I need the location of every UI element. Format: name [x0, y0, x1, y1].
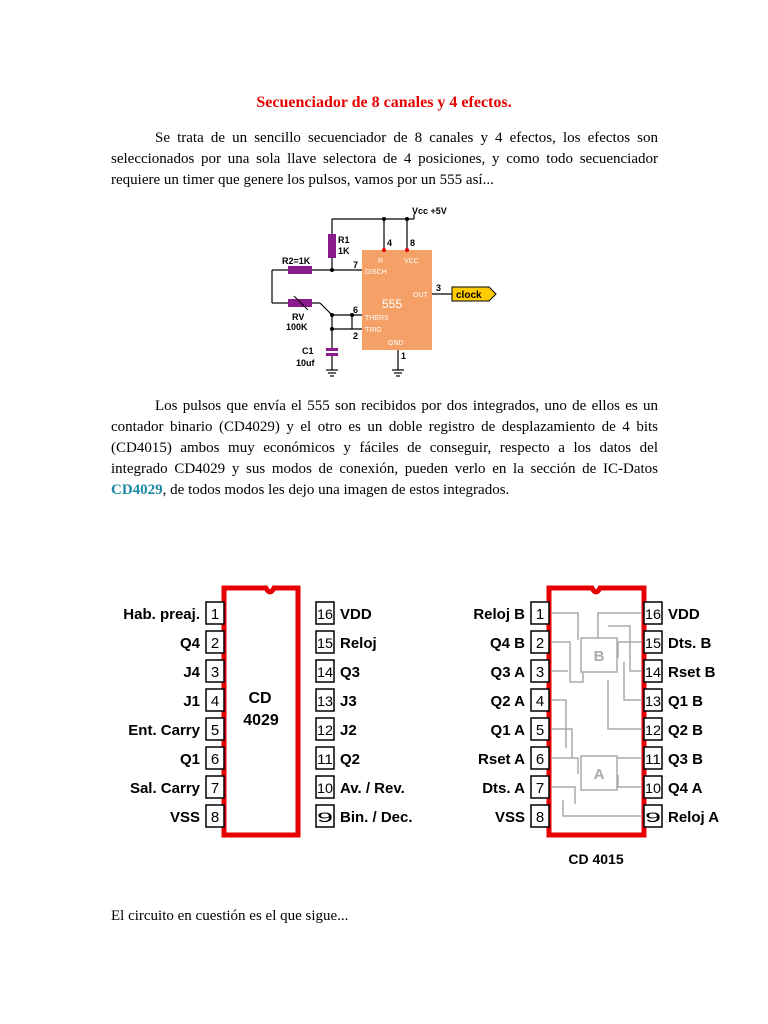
svg-text:555: 555 — [382, 297, 403, 311]
cd4029-pin-number: 6 — [210, 751, 220, 768]
cd4029-pin-label: VSS — [169, 809, 200, 826]
cd4015-pin-number: 12 — [645, 722, 662, 738]
cd4015-pin-label: Rset A — [478, 751, 525, 768]
r1-resistor — [328, 234, 336, 258]
cd4029-pin-number: 11 — [317, 751, 334, 767]
svg-text:R: R — [378, 258, 384, 265]
cd4015-pin-number: 16 — [645, 606, 662, 622]
cd4029-pin-number: 12 — [317, 722, 334, 738]
cd4015-pin-number: 5 — [535, 722, 545, 739]
svg-text:Vcc +5V: Vcc +5V — [412, 206, 447, 216]
cd4015-pin-label: Reloj A — [668, 809, 720, 826]
cd4015-pin-label: VDD — [668, 606, 700, 623]
svg-text:3: 3 — [436, 283, 442, 293]
cd4029-pin-number: 10 — [317, 780, 334, 796]
cd4015-pin-label: Q2 A — [490, 693, 525, 710]
cd4015-pin-label: Dts. B — [668, 635, 712, 652]
cd4029-pin-label: Q2 — [340, 751, 361, 768]
closing-paragraph: El circuito en cuestión es el que sigue... — [111, 908, 349, 924]
cd4029-pin-label: Sal. Carry — [129, 780, 200, 797]
cd4015-pin-number: 13 — [645, 693, 662, 709]
svg-text:A: A — [593, 766, 605, 783]
svg-text:6: 6 — [353, 305, 359, 315]
svg-text:B: B — [593, 648, 605, 665]
svg-text:2: 2 — [353, 331, 359, 341]
cd4029-pin-label: J1 — [183, 693, 200, 710]
cd4029-pin-label: Q4 — [179, 635, 200, 652]
cd4029-pin-number: 5 — [210, 722, 220, 739]
svg-text:CD: CD — [248, 690, 272, 707]
svg-text:10uf: 10uf — [296, 358, 315, 368]
cd4029-pin-number: 3 — [210, 664, 220, 681]
svg-text:OUT: OUT — [413, 292, 428, 299]
svg-text:DISCH: DISCH — [365, 269, 387, 276]
cd4029-pin-number: 1 — [210, 606, 220, 623]
cd4015-pin-number: 7 — [535, 780, 545, 797]
cd4029-pin-label: Reloj — [340, 635, 377, 652]
cd4015-pin-label: Q3 A — [490, 664, 525, 681]
cd4029-pin-label: Q1 — [179, 751, 200, 768]
cd4029-pin-label: Av. / Rev. — [340, 780, 405, 797]
cd4015-caption: CD 4015 — [568, 851, 624, 867]
cd4015-pin-label: VSS — [494, 809, 525, 826]
cd4029-pin-number: 15 — [317, 635, 334, 651]
intro-paragraph — [111, 128, 658, 191]
cd4015-pin-number: 6 — [535, 751, 545, 768]
cd4029-pin-number: 14 — [317, 664, 334, 680]
r2-resistor — [288, 266, 312, 274]
cd4029-pin-label: Bin. / Dec. — [340, 809, 413, 826]
svg-text:GND: GND — [388, 340, 404, 347]
cd4029-pin-number: 8 — [210, 809, 220, 826]
cd4015-pin-label: Q1 A — [490, 722, 525, 739]
cd4029-pin-label: J4 — [183, 664, 200, 681]
cd4015-pin-label: Dts. A — [482, 780, 525, 797]
cd4015-pin-number: 10 — [645, 780, 662, 796]
svg-text:4: 4 — [387, 238, 393, 248]
cd4029-pin-label: J3 — [340, 693, 357, 710]
svg-text:R2=1K: R2=1K — [282, 256, 311, 266]
svg-text:R1: R1 — [338, 235, 350, 245]
cd4029-pin-number: 2 — [210, 635, 220, 652]
svg-text:THERS: THERS — [365, 315, 389, 322]
cd4015-pin-number: 14 — [645, 664, 662, 680]
description-paragraph: Los pulsos que envía el 555 son recibidos por dos integrados, uno de ellos es un contador binario (CD4029) y el otro es un doble registro de desplazamiento de 4 bits (CD4015) ambos muy económicos y fáciles de conseguir, respecto a los datos del integrado CD4029 y sus modos de conexión, pueden verlo en la sección de IC-Datos CD4029, de todos modos les dejo una imagen de estos integrados. — [111, 398, 658, 498]
cd4015-pin-number: 4 — [535, 693, 545, 710]
rv-potentiometer — [288, 299, 312, 307]
cd4015-pin-label: Q4 B — [489, 635, 525, 652]
cd4015-pin-label: Q2 B — [668, 722, 704, 739]
cd4015-body — [549, 588, 644, 835]
svg-text:clock: clock — [456, 290, 482, 301]
svg-text:TRIG: TRIG — [365, 327, 382, 334]
svg-text:7: 7 — [353, 260, 359, 270]
cd4029-pin-label: VDD — [340, 606, 372, 623]
svg-text:100K: 100K — [286, 322, 308, 332]
cd4015-pin-number: 11 — [645, 751, 662, 767]
svg-text:RV: RV — [292, 312, 305, 322]
cd4015-pin-label: Reloj B — [473, 606, 525, 623]
cd4015-pin-number: 15 — [645, 635, 662, 651]
svg-text:1: 1 — [401, 351, 407, 361]
svg-text:1K: 1K — [338, 246, 350, 256]
cd4029-pin-number: 4 — [210, 693, 220, 710]
cd4029-pin-label: Q3 — [340, 664, 361, 681]
ic-pinout-figure — [108, 560, 728, 875]
cd4015-pin-label: Q4 A — [668, 780, 703, 797]
cd4015-pin-label: Rset B — [668, 664, 716, 681]
c1-capacitor — [326, 348, 338, 351]
cd4015-pin-label: Q3 B — [668, 751, 704, 768]
cd4015-pin-number: 3 — [535, 664, 545, 681]
cd4015-pin-number: 2 — [535, 635, 545, 652]
intro-text: Se trata de un sencillo secuenciador de 8 canales y 4 efectos, los efectos son seleccionados por una sola llave selectora de 4 posiciones, y como todo secuenciador requiere un timer que genere los pulsos, vamos por un 555 así... — [111, 130, 658, 188]
cd4029-pin-number: 13 — [317, 693, 334, 709]
cd4015-pin-label: Q1 B — [668, 693, 704, 710]
cd4029-pin-number: 7 — [210, 780, 220, 797]
svg-text:4029: 4029 — [243, 712, 279, 729]
svg-text:C1: C1 — [302, 346, 314, 356]
page-title: Secuenciador de 8 canales y 4 efectos. — [256, 94, 512, 111]
svg-text:VCC: VCC — [404, 258, 419, 265]
svg-text:8: 8 — [410, 238, 416, 248]
cd4029-pin-number: 9 — [317, 809, 334, 825]
timer-555-schematic — [264, 202, 504, 382]
cd4029-link[interactable]: CD4029 — [111, 482, 163, 498]
cd4029-pin-label: Ent. Carry — [128, 722, 200, 739]
cd4015-pin-number: 9 — [645, 809, 662, 825]
cd4029-pin-label: Hab. preaj. — [123, 606, 200, 623]
cd4029-pin-label: J2 — [340, 722, 357, 739]
cd4015-pin-number: 8 — [535, 809, 545, 826]
cd4029-pin-number: 16 — [317, 606, 334, 622]
cd4015-pin-number: 1 — [535, 606, 545, 623]
